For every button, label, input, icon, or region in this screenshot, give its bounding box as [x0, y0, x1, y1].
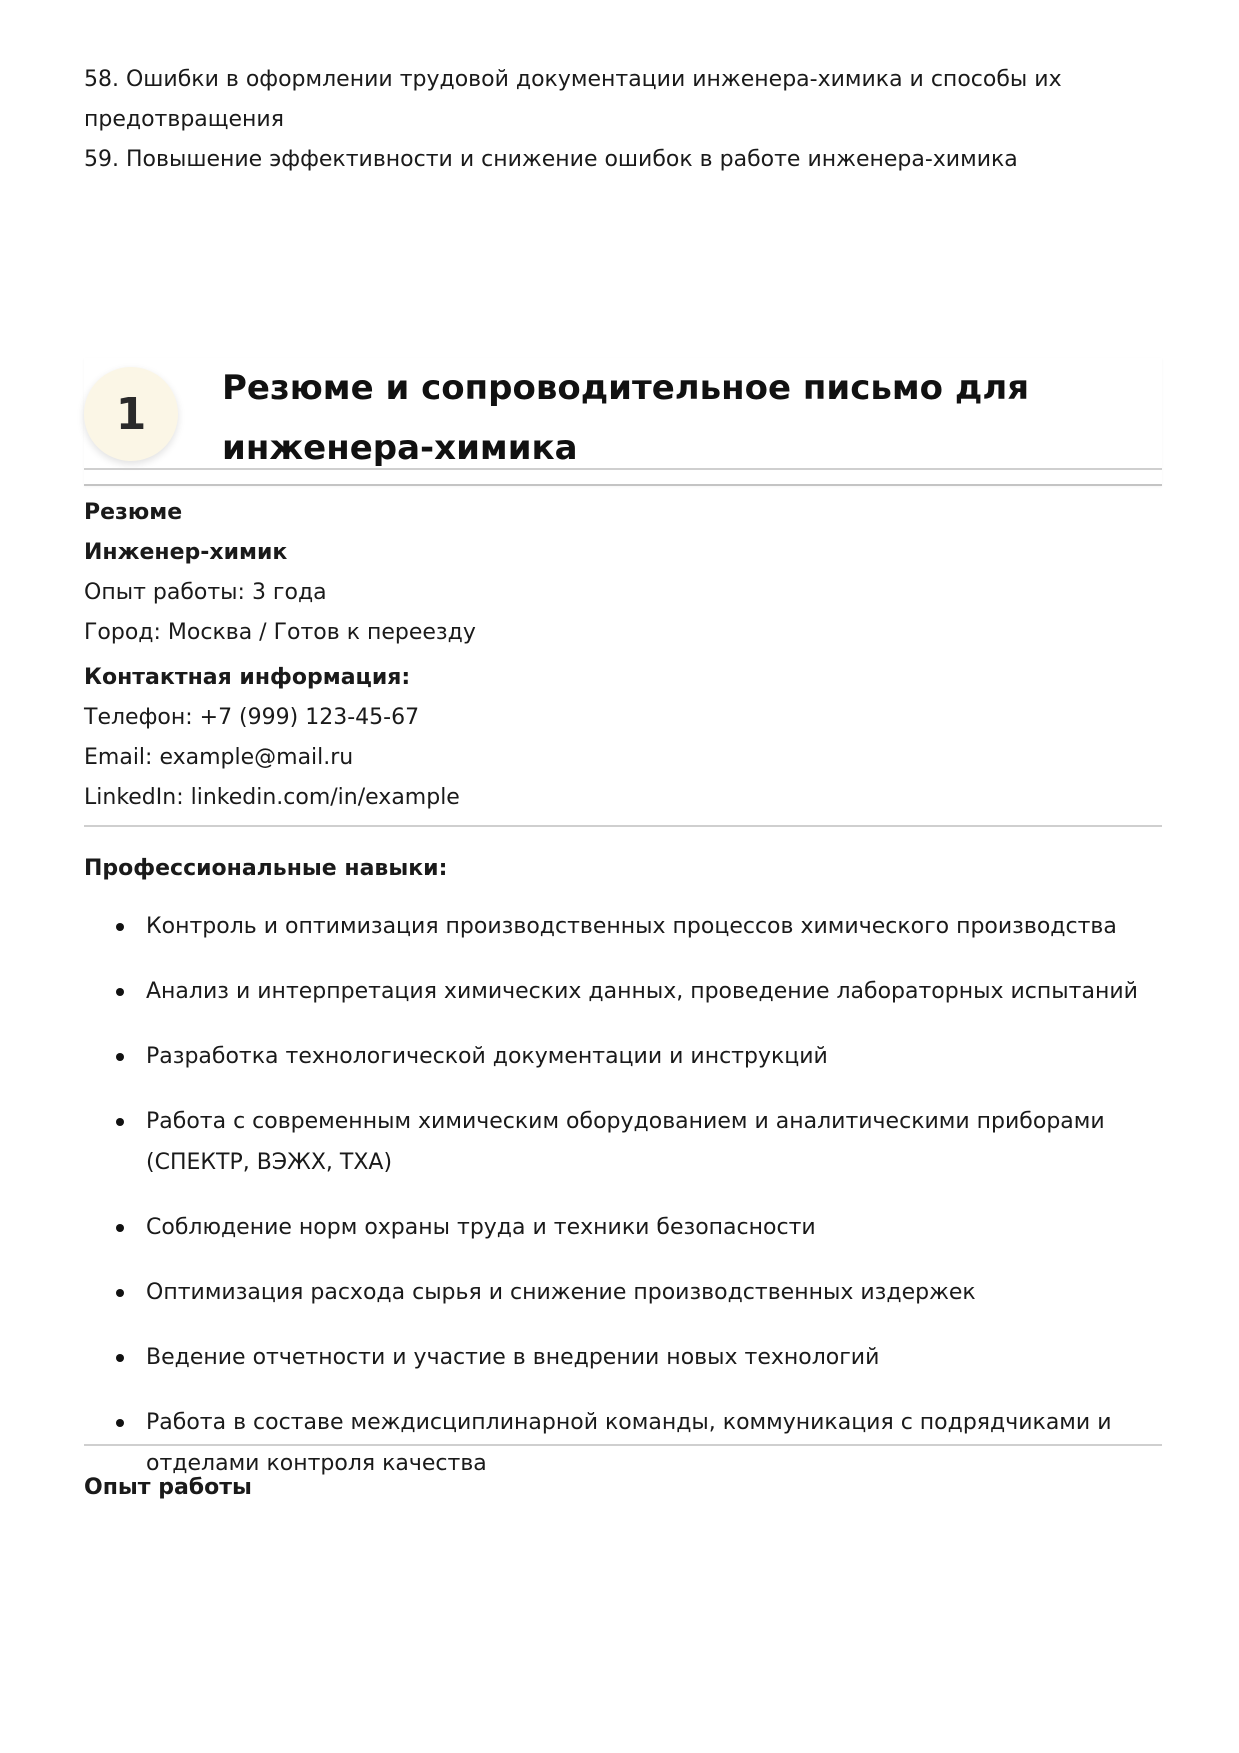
- skills-list: [146, 906, 1156, 1508]
- resume-heading: Резюме: [84, 500, 183, 525]
- list-item: Работа с современным химическим оборудованием и аналитическими приборами (СПЕКТР, ВЭЖХ, ТХА): [146, 1101, 1156, 1183]
- divider: [84, 468, 1162, 470]
- list-item: Оптимизация расхода сырья и снижение производственных издержек: [146, 1272, 1156, 1313]
- toc-item[interactable]: 59. Повышение эффективности и снижение ошибок в работе инженера-химика: [84, 147, 1018, 172]
- table-of-contents: [84, 60, 1162, 180]
- toc-item[interactable]: 58. Ошибки в оформлении трудовой документации инженера-химика и способы их предотвращения: [84, 67, 1062, 132]
- divider: [84, 825, 1162, 827]
- contacts-heading: Контактная информация:: [84, 665, 411, 690]
- resume-block: [84, 493, 1162, 653]
- list-item: Контроль и оптимизация производственных процессов химического производства: [146, 906, 1156, 947]
- list-item: Соблюдение норм охраны труда и техники безопасности: [146, 1207, 1156, 1248]
- section-number-badge: 1: [84, 367, 178, 461]
- list-item: Ведение отчетности и участие в внедрении новых технологий: [146, 1337, 1156, 1378]
- list-item: Работа в составе междисциплинарной команды, коммуникация с подрядчиками и отделами контроля качества: [146, 1402, 1156, 1484]
- list-item: Анализ и интерпретация химических данных, проведение лабораторных испытаний: [146, 971, 1156, 1012]
- contacts-block: [84, 658, 1162, 818]
- section-title: Резюме и сопроводительное письмо для инженера-химика: [222, 368, 1030, 468]
- work-heading: Опыт работы: [84, 1475, 252, 1500]
- resume-experience: Опыт работы: 3 года: [84, 580, 327, 605]
- skills-heading-block: [84, 849, 1162, 889]
- resume-position: Инженер-химик: [84, 540, 288, 565]
- contact-email: Email: example@mail.ru: [84, 745, 354, 770]
- section-header: [84, 358, 1162, 486]
- list-item: Разработка технологической документации и инструкций: [146, 1036, 1156, 1077]
- skills-heading: Профессиональные навыки:: [84, 856, 448, 881]
- contact-phone: Телефон: +7 (999) 123-45-67: [84, 705, 420, 730]
- contact-linkedin: LinkedIn: linkedin.com/in/example: [84, 785, 460, 810]
- resume-city: Город: Москва / Готов к переезду: [84, 620, 476, 645]
